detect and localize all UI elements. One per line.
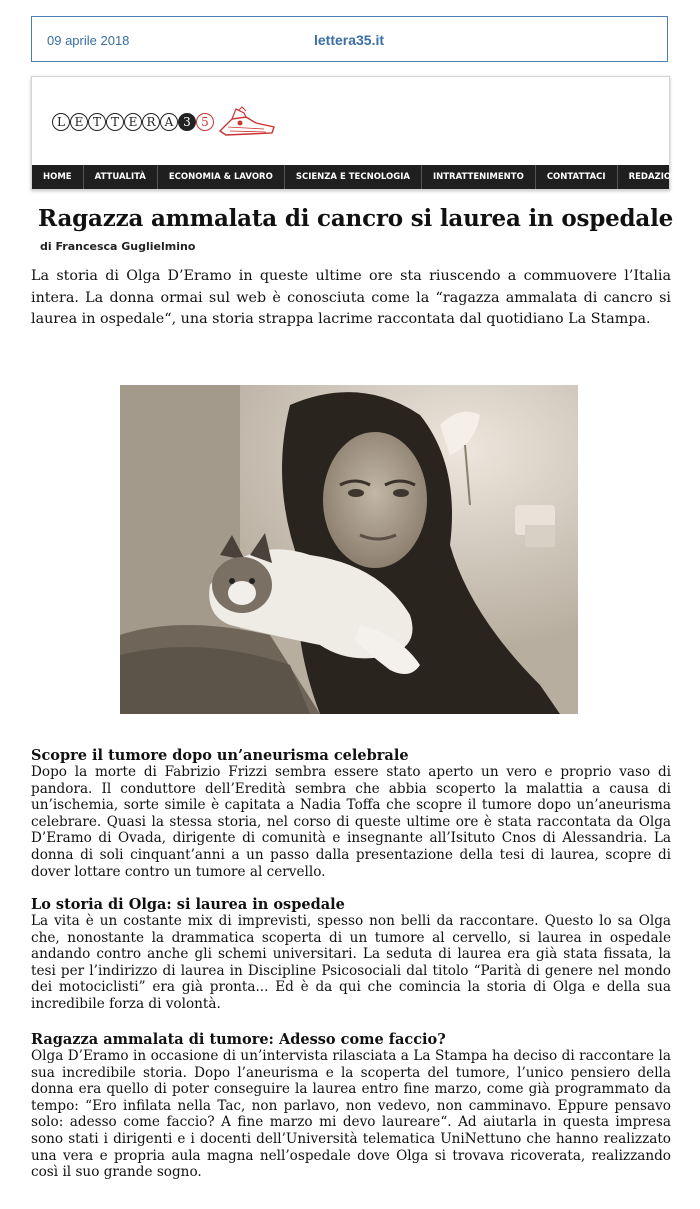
nav-scienza-tecnologia[interactable]: SCIENZA E TECNOLOGIA [285, 165, 422, 189]
logo-letter: A [160, 113, 178, 131]
main-navigation [32, 165, 685, 189]
top-info-bar [31, 16, 668, 62]
nav-redazione[interactable]: REDAZIONE [628, 172, 685, 182]
nav-home[interactable]: HOME [32, 165, 84, 189]
section-heading: Lo storia di Olga: si laurea in ospedale [31, 896, 345, 913]
article-photo [120, 385, 578, 714]
logo-letter: 3 [178, 113, 196, 131]
article-section [31, 747, 671, 880]
section-heading: Ragazza ammalata di tumore: Adesso come faccio? [31, 1031, 446, 1048]
logo-letter: R [142, 113, 160, 131]
article-lead: La storia di Olga D’Eramo in queste ultime ore sta riuscendo a commuovere l’Italia intera. La donna ormai sul web è conosciuta come la “ragazza ammalata di cancro si laurea in ospedale“, una storia strappa lacrime raccontata dal quotidiano La Stampa. [31, 268, 671, 327]
logo-letter: E [124, 113, 142, 131]
nav-economia-lavoro[interactable]: ECONOMIA & LAVORO [158, 165, 285, 189]
article-title: Ragazza ammalata di cancro si laurea in ospedale [38, 205, 674, 232]
article-section [31, 896, 671, 1013]
nav-contattaci[interactable]: CONTATTACI [536, 165, 618, 189]
logo-letter: E [70, 113, 88, 131]
logo-letter: L [52, 113, 70, 131]
section-heading: Scopre il tumore dopo un’aneurisma celebrale [31, 747, 409, 764]
nav-attualita[interactable]: ATTUALITÀ [84, 165, 158, 189]
logo-letter: T [106, 113, 124, 131]
article-section [31, 1031, 671, 1181]
article-author: di Francesca Guglielmino [40, 240, 196, 253]
logo-letter: T [88, 113, 106, 131]
section-body: La vita è un costante mix di imprevisti, spesso non belli da raccontare. Questo lo sa Olga che, nonostante la drammatica scoperta di un tumore al cervello, si laurea in ospedale andando contro anche gli schemi universitari. La seduta di laurea era già stata fissata, la tesi per l’indirizzo di laurea in Discipline Psicosociali dal titolo “Parità di genere nel mondo dei motociclisti” era già pronta... Ed è da qui che comincia la storia di Olga e della sua incredibile forza di volontà. [31, 913, 671, 1012]
site-link[interactable]: lettera35.it [314, 32, 385, 48]
publication-date: 09 aprile 2018 [47, 33, 130, 48]
site-header [31, 76, 685, 190]
nav-intrattenimento[interactable]: INTRATTENIMENTO [422, 165, 536, 189]
logo-letter: 5 [196, 113, 214, 131]
typewriter-icon [216, 105, 278, 139]
section-body: Olga D’Eramo in occasione di un’intervista rilasciata a La Stampa ha deciso di raccontare la sua incredibile storia. Dopo l’aneurisma e la scoperta del tumore, l’unico pensiero della donna era quello di poter conseguire la laurea entro fine marzo, come già programmato da tempo: “Ero infilata nella Tac, non parlavo, non vedevo, non camminavo. Eppure pensavo solo: adesso come faccio? A fine marzo mi devo laureare“. Ad aiutarla in questa impresa sono stati i dirigenti e i docenti dell’Università telematica UniNettuno che hanno realizzato una vera e propria aula magna nell’ospedale dove Olga si trovava ricoverata, realizzando così il suo grande sogno. [31, 1048, 671, 1181]
section-body: Dopo la morte di Fabrizio Frizzi sembra essere stato aperto un vero e proprio vaso di pandora. Il conduttore dell’Eredità sembra che abbia scoperto la malattia a causa di un’ischemia, sorte simile è capitata a Nadia Toffa che scopre il tumore dopo un’aneurisma celebrare. Quasi la stessa storia, nel corso di queste ultime ore è stata raccontata da Olga D’Eramo di Ovada, dirigente di comunità e insegnante all’Isituto Cnos di Alessandria. La donna di soli cinquant’anni a un passo dalla presentazione della tesi di laurea, scopre di dover lottare contro un tumore al cervello. [31, 764, 671, 880]
site-logo[interactable] [52, 107, 278, 137]
